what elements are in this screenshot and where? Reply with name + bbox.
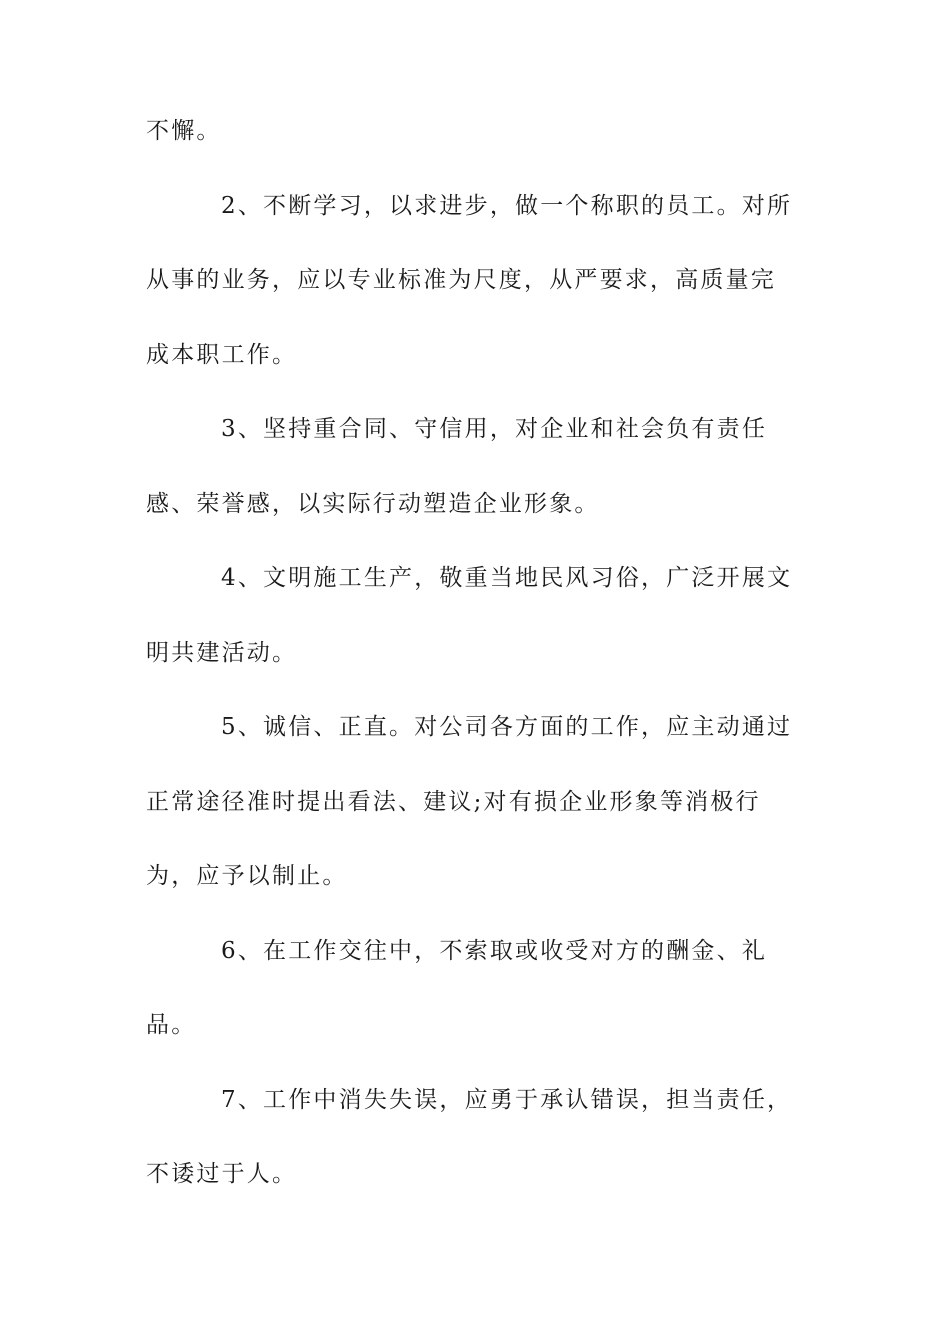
text-line: 不懈。	[146, 118, 222, 144]
text-line: 明共建活动。	[146, 639, 298, 666]
paragraph-2-start: 2、不断学习，以求进步，做一个称职的员工。对所	[221, 192, 793, 219]
paragraph-3-start: 3、坚持重合同、守信用，对企业和社会负有责任	[221, 416, 768, 442]
paragraph-6-start: 6、在工作交往中，不索取或收受对方的酬金、礼	[221, 937, 768, 964]
paragraph-7-start: 7、工作中消失失误，应勇于承认错误，担当责任，	[221, 1086, 793, 1113]
paragraph-4-start: 4、文明施工生产，敬重当地民风习俗，广泛开展文	[221, 565, 793, 591]
paragraph-5-start: 5、诚信、正直。对公司各方面的工作，应主动通过	[221, 714, 793, 740]
text-line: 不诿过于人。	[146, 1161, 298, 1187]
text-line: 正常途径准时提出看法、建议;对有损企业形象等消极行	[146, 788, 761, 815]
document-body	[146, 108, 806, 1226]
text-line: 成本职工作。	[146, 341, 298, 368]
text-line: 为，应予以制止。	[146, 863, 348, 889]
text-line: 从事的业务，应以专业标准为尺度，从严要求，高质量完	[146, 267, 776, 293]
text-line: 感、荣誉感，以实际行动塑造企业形象。	[146, 490, 600, 517]
text-line: 品。	[146, 1012, 197, 1038]
